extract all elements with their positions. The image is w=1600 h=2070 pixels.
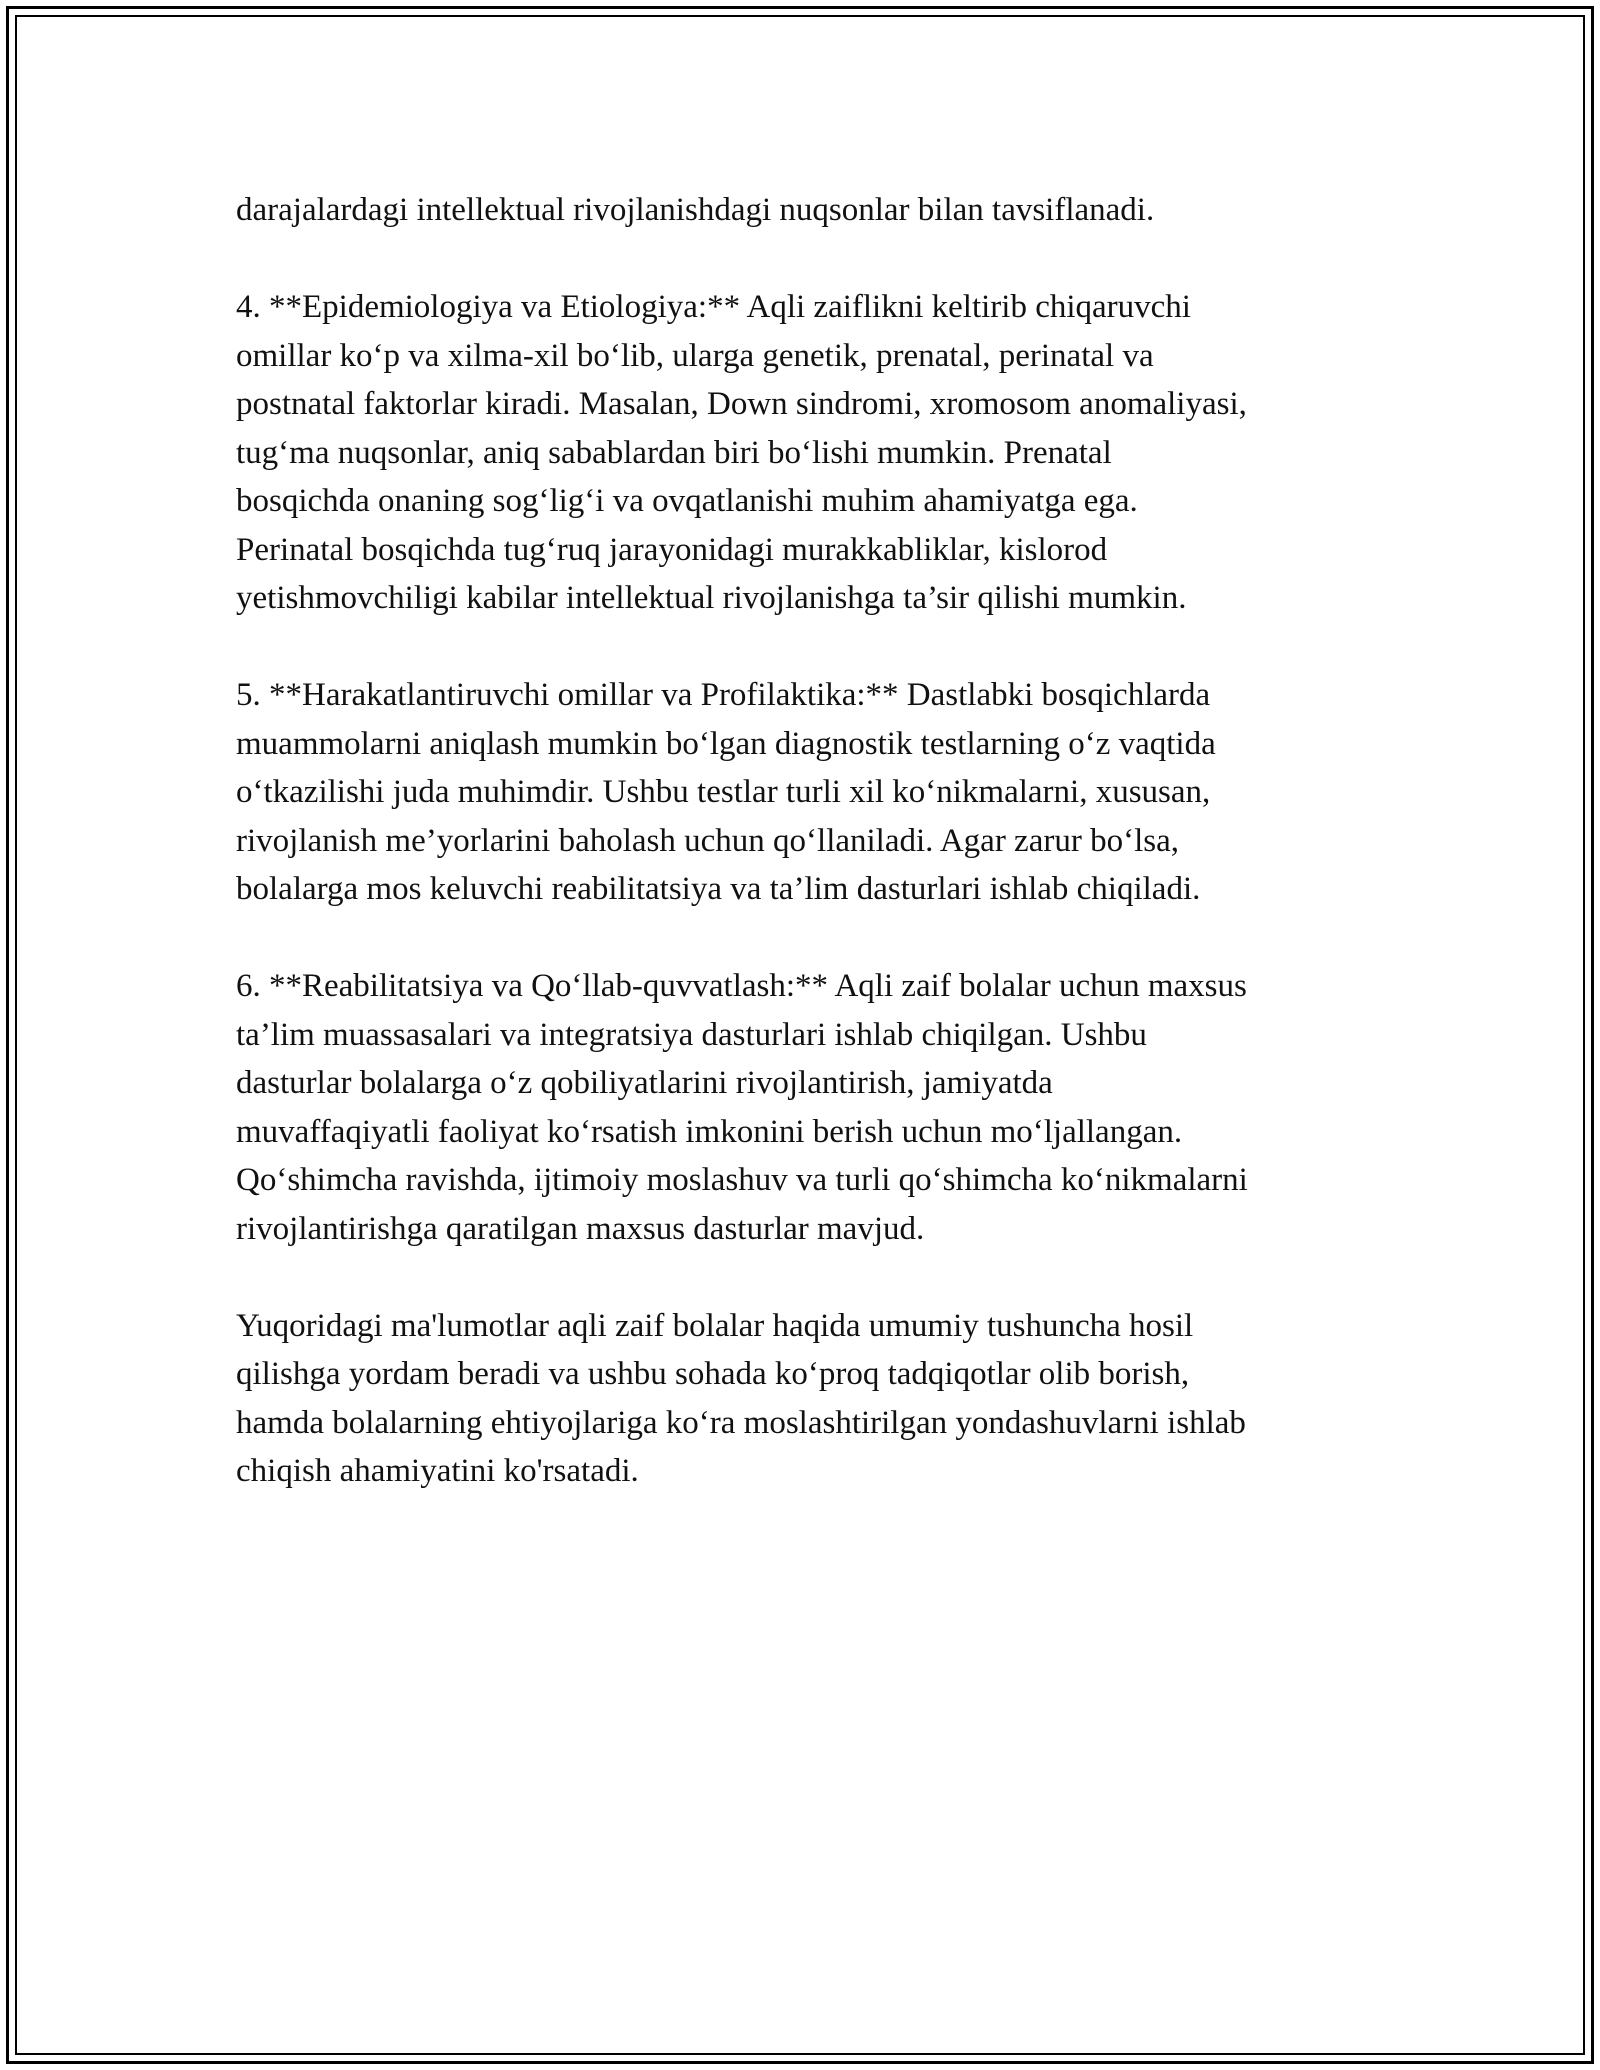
- text-line: bolalarga mos keluvchi reabilitatsiya va ta’lim dasturlari ishlab chiqiladi.: [236, 871, 1201, 907]
- paragraph-epidemiology-etiology: [236, 283, 1376, 623]
- text-line: yetishmovchiligi kabilar intellektual rivojlanishga ta’sir qilishi mumkin.: [236, 580, 1187, 616]
- paragraph-conclusion: [236, 1302, 1376, 1496]
- paragraph-continuation: [236, 186, 1376, 235]
- text-line: rivojlantirishga qaratilgan maxsus dasturlar mavjud.: [236, 1210, 925, 1247]
- text-line: Perinatal bosqichda tug‘ruq jarayonidagi murakkabliklar, kislorod: [236, 531, 1108, 568]
- text-line: muvaffaqiyatli faoliyat ko‘rsatish imkonini berish uchun mo‘ljallangan.: [236, 1113, 1183, 1150]
- text-line: chiqish ahamiyatini ko'rsatadi.: [236, 1453, 639, 1489]
- paragraph-factors-prevention: [236, 671, 1376, 914]
- text-line: omillar ko‘p va xilma-xil bo‘lib, ularga genetik, prenatal, perinatal va: [236, 337, 1154, 374]
- text-line: dasturlar bolalarga o‘z qobiliyatlarini rivojlantirish, jamiyatda: [236, 1065, 1053, 1101]
- paragraph-rehabilitation-support: [236, 962, 1376, 1253]
- text-line: darajalardagi intellektual rivojlanishdagi nuqsonlar bilan tavsiflanadi.: [236, 192, 1155, 228]
- text-line: bosqichda onaning sog‘lig‘i va ovqatlanishi muhim ahamiyatga ega.: [236, 483, 1138, 519]
- text-line: Yuqoridagi ma'lumotlar aqli zaif bolalar haqida umumiy tushuncha hosil: [236, 1307, 1194, 1344]
- text-line: hamda bolalarning ehtiyojlariga ko‘ra moslashtirilgan yondashuvlarni ishlab: [236, 1404, 1246, 1441]
- text-line: ta’lim muassasalari va integratsiya dasturlari ishlab chiqilgan. Ushbu: [236, 1016, 1147, 1053]
- text-line: Qo‘shimcha ravishda, ijtimoiy moslashuv va turli qo‘shimcha ko‘nikmalarni: [236, 1162, 1248, 1198]
- text-line: 5. **Harakatlantiruvchi omillar va Profilaktika:** Dastlabki bosqichlarda: [236, 677, 1211, 713]
- text-line: tug‘ma nuqsonlar, aniq sabablardan biri bo‘lishi mumkin. Prenatal: [236, 434, 1112, 471]
- text-line: o‘tkazilishi juda muhimdir. Ushbu testlar turli xil ko‘nikmalarni, xususan,: [236, 774, 1211, 810]
- text-line: muammolarni aniqlash mumkin bo‘lgan diagnostik testlarning o‘z vaqtida: [236, 725, 1216, 762]
- text-line: qilishga yordam beradi va ushbu sohada ko‘proq tadqiqotlar olib borish,: [236, 1356, 1190, 1392]
- text-line: postnatal faktorlar kiradi. Masalan, Down sindromi, xromosom anomaliyasi,: [236, 386, 1247, 422]
- text-line: rivojlanish me’yorlarini baholash uchun qo‘llaniladi. Agar zarur bo‘lsa,: [236, 822, 1179, 859]
- document-body: [236, 186, 1376, 1544]
- text-line: 6. **Reabilitatsiya va Qo‘llab-quvvatlash:** Aqli zaif bolalar uchun maxsus: [236, 968, 1247, 1004]
- text-line: 4. **Epidemiologiya va Etiologiya:** Aqli zaiflikni keltirib chiqaruvchi: [236, 289, 1191, 325]
